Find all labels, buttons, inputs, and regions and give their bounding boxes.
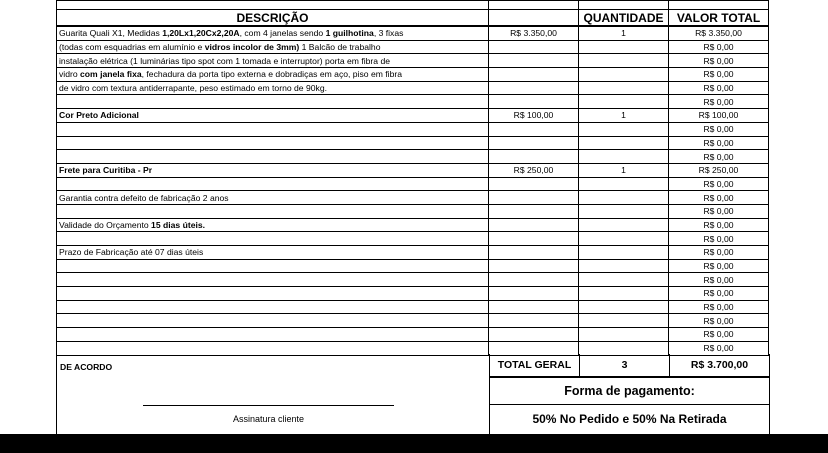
description-segment: , 3 fixas (373, 28, 404, 39)
item-quantity: 1 (579, 26, 669, 40)
item-unit-price (489, 122, 579, 136)
item-total: R$ 0,00 (669, 40, 769, 54)
table-row (57, 68, 769, 82)
description-segment: (todas com esquadrias em alumínio e (59, 42, 205, 53)
item-quantity: 1 (579, 109, 669, 123)
table-row (57, 232, 769, 246)
description-segment: Garantia contra defeito de fabricação 2 anos (59, 192, 229, 203)
item-total: R$ 0,00 (669, 68, 769, 82)
item-total: R$ 0,00 (669, 300, 769, 314)
item-description (57, 273, 489, 287)
table-row (57, 204, 769, 218)
item-unit-price (489, 95, 579, 109)
description-segment: de vidro com textura antiderrapante, peso estimado em torno de 90kg. (59, 83, 327, 94)
table-row (57, 163, 769, 177)
item-quantity (579, 300, 669, 314)
item-total: R$ 0,00 (669, 81, 769, 95)
signature-area (57, 354, 490, 434)
item-total: R$ 0,00 (669, 218, 769, 232)
item-unit-price (489, 259, 579, 273)
item-unit-price (489, 232, 579, 246)
table-row (57, 314, 769, 328)
item-unit-price (489, 136, 579, 150)
table-row (57, 122, 769, 136)
item-total: R$ 0,00 (669, 150, 769, 164)
description-segment: Prazo de Fabricação até 07 dias úteis (59, 247, 204, 258)
description-segment: Guarita Quali X1, Medidas (59, 28, 163, 39)
item-quantity (579, 314, 669, 328)
item-total: R$ 0,00 (669, 341, 769, 355)
item-total: R$ 0,00 (669, 232, 769, 246)
description-segment: , fechadura da porta tipo externa e dobradiças em aço, piso em fibra (141, 69, 402, 80)
item-total: R$ 0,00 (669, 204, 769, 218)
item-description (57, 109, 489, 123)
item-description (57, 40, 489, 54)
item-unit-price (489, 341, 579, 355)
item-total: R$ 0,00 (669, 246, 769, 260)
description-segment: com janela fixa (80, 69, 142, 80)
header-row (57, 10, 769, 27)
item-unit-price (489, 81, 579, 95)
header-descricao: DESCRIÇÃO (57, 10, 489, 27)
item-unit-price (489, 204, 579, 218)
item-total: R$ 0,00 (669, 259, 769, 273)
table-row (57, 95, 769, 109)
table-row (57, 300, 769, 314)
total-geral-row (490, 354, 769, 378)
total-geral-label: TOTAL GERAL (490, 354, 580, 376)
description-segment: Validade do Orçamento (59, 219, 152, 230)
item-quantity (579, 232, 669, 246)
item-total: R$ 0,00 (669, 122, 769, 136)
item-description (57, 191, 489, 205)
item-quantity (579, 273, 669, 287)
item-unit-price: R$ 3.350,00 (489, 26, 579, 40)
item-quantity (579, 68, 669, 82)
item-description (57, 341, 489, 355)
top-edge-row (57, 1, 769, 10)
item-description (57, 68, 489, 82)
item-description (57, 150, 489, 164)
table-row (57, 54, 769, 68)
description-segment: vidro (59, 69, 81, 80)
table-row (57, 341, 769, 355)
item-description (57, 246, 489, 260)
totals-area (490, 354, 769, 434)
table-row (57, 40, 769, 54)
item-quantity (579, 81, 669, 95)
item-quantity (579, 95, 669, 109)
description-segment: 1,20Lx1,20Cx2,20A (162, 28, 240, 39)
item-unit-price (489, 273, 579, 287)
de-acordo-label: DE ACORDO (60, 362, 113, 372)
table-row (57, 246, 769, 260)
quote-sheet (56, 0, 768, 434)
item-total: R$ 250,00 (669, 163, 769, 177)
item-unit-price (489, 150, 579, 164)
item-description (57, 122, 489, 136)
item-description (57, 300, 489, 314)
item-total: R$ 0,00 (669, 287, 769, 301)
pagamento-detalhe: 50% No Pedido e 50% Na Retirada (532, 412, 727, 426)
table-row (57, 328, 769, 342)
item-quantity (579, 328, 669, 342)
header-unit-price (489, 10, 579, 27)
item-quantity (579, 54, 669, 68)
description-segment: 15 dias úteis. (151, 219, 206, 230)
item-quantity (579, 287, 669, 301)
item-total: R$ 0,00 (669, 314, 769, 328)
item-total: R$ 0,00 (669, 177, 769, 191)
table-row (57, 26, 769, 40)
forma-pagamento-label: Forma de pagamento: (490, 378, 769, 405)
item-quantity (579, 136, 669, 150)
item-unit-price (489, 314, 579, 328)
table-row (57, 81, 769, 95)
item-total: R$ 0,00 (669, 191, 769, 205)
item-description (57, 314, 489, 328)
description-segment: 1 guilhotina (325, 28, 374, 39)
signature-label: Assinatura cliente (232, 414, 305, 424)
item-description (57, 54, 489, 68)
item-unit-price (489, 218, 579, 232)
item-description (57, 204, 489, 218)
item-unit-price: R$ 250,00 (489, 163, 579, 177)
item-quantity (579, 246, 669, 260)
quote-footer (56, 354, 770, 436)
item-unit-price (489, 54, 579, 68)
item-description (57, 163, 489, 177)
total-value: R$ 3.700,00 (690, 359, 749, 371)
item-unit-price (489, 40, 579, 54)
item-unit-price (489, 68, 579, 82)
table-row (57, 136, 769, 150)
table-row (57, 191, 769, 205)
table-row (57, 218, 769, 232)
item-quantity (579, 122, 669, 136)
item-unit-price (489, 328, 579, 342)
item-quantity (579, 341, 669, 355)
item-description (57, 328, 489, 342)
item-quantity (579, 259, 669, 273)
item-unit-price (489, 300, 579, 314)
table-row (57, 177, 769, 191)
item-total: R$ 0,00 (669, 136, 769, 150)
header-quantidade: QUANTIDADE (579, 10, 669, 27)
item-description (57, 259, 489, 273)
signature-line (143, 405, 394, 406)
item-description (57, 95, 489, 109)
item-description (57, 26, 489, 40)
item-unit-price (489, 191, 579, 205)
item-quantity: 1 (579, 163, 669, 177)
description-segment: vidros incolor de 3mm) (204, 42, 300, 53)
quote-table (56, 0, 769, 356)
item-quantity (579, 204, 669, 218)
item-total: R$ 0,00 (669, 273, 769, 287)
item-quantity (579, 191, 669, 205)
item-total: R$ 0,00 (669, 95, 769, 109)
table-row (57, 259, 769, 273)
description-segment: Cor Preto Adicional (59, 110, 139, 121)
item-unit-price (489, 246, 579, 260)
item-description (57, 232, 489, 246)
item-total: R$ 100,00 (669, 109, 769, 123)
total-quantity: 3 (580, 354, 670, 376)
item-quantity (579, 40, 669, 54)
description-segment: instalação elétrica (1 luminárias tipo spot com 1 tomada e interruptor) porta em fibra de (59, 55, 391, 66)
item-unit-price (489, 287, 579, 301)
bottom-black-bar (0, 434, 828, 453)
item-description (57, 287, 489, 301)
item-description (57, 136, 489, 150)
item-unit-price: R$ 100,00 (489, 109, 579, 123)
description-segment: , com 4 janelas sendo (239, 28, 326, 39)
item-total: R$ 3.350,00 (669, 26, 769, 40)
item-quantity (579, 177, 669, 191)
item-unit-price (489, 177, 579, 191)
table-row (57, 150, 769, 164)
table-row (57, 109, 769, 123)
item-quantity (579, 150, 669, 164)
item-description (57, 81, 489, 95)
description-segment: Frete para Curitiba - Pr (59, 165, 153, 176)
item-total: R$ 0,00 (669, 54, 769, 68)
table-row (57, 287, 769, 301)
table-row (57, 273, 769, 287)
item-total: R$ 0,00 (669, 328, 769, 342)
item-description (57, 218, 489, 232)
description-segment: 1 Balcão de trabalho (299, 42, 381, 53)
header-valor-total: VALOR TOTAL (669, 10, 769, 27)
item-quantity (579, 218, 669, 232)
item-description (57, 177, 489, 191)
